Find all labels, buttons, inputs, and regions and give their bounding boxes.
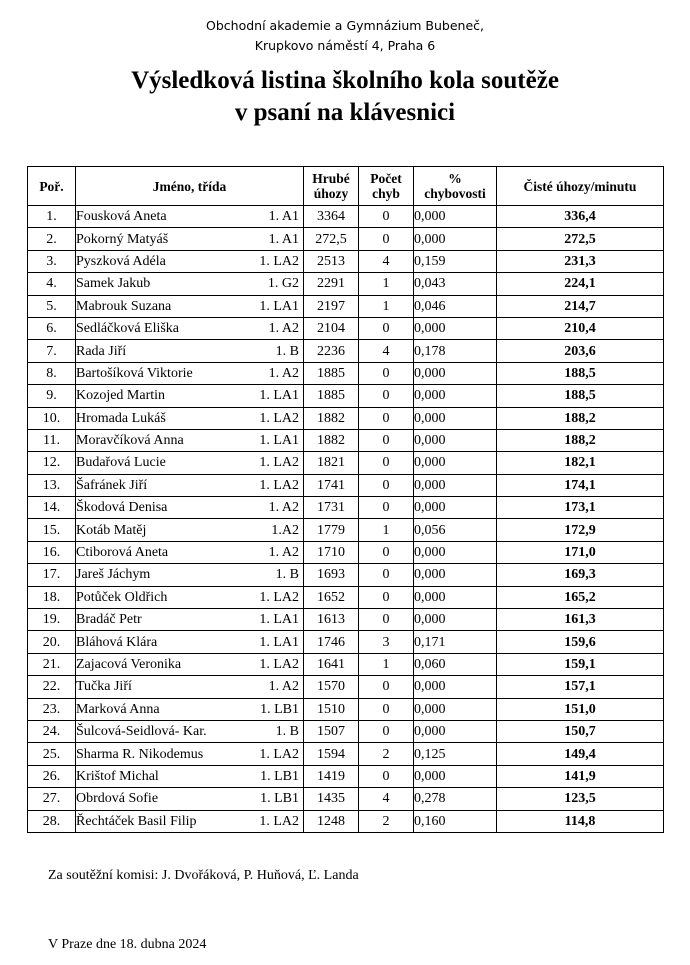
cell-rank: 1. [28,206,76,228]
cell-name [76,295,304,317]
col-header-errors [359,167,414,206]
cell-rank: 20. [28,631,76,653]
cell-net-strokes: 174,1 [497,474,664,496]
cell-error-count: 3 [359,631,414,653]
student-class: 1. LB1 [260,791,299,807]
cell-error-rate: 0,000 [414,541,497,563]
cell-name [76,317,304,339]
student-class: 1. A2 [268,321,299,337]
cell-gross-strokes: 1779 [304,519,359,541]
cell-gross-strokes: 2104 [304,317,359,339]
cell-error-rate: 0,000 [414,609,497,631]
cell-error-count: 0 [359,317,414,339]
student-name: Sharma R. Nikodemus [76,746,204,762]
student-name: Moravčíková Anna [76,433,184,449]
cell-error-rate: 0,000 [414,429,497,451]
cell-error-count: 0 [359,474,414,496]
cell-error-count: 0 [359,586,414,608]
cell-net-strokes: 165,2 [497,586,664,608]
student-name: Ctiborová Aneta [76,545,169,561]
cell-name [76,788,304,810]
cell-error-rate: 0,278 [414,788,497,810]
cell-gross-strokes: 1731 [304,497,359,519]
cell-gross-strokes: 1652 [304,586,359,608]
cell-name [76,810,304,832]
table-row [28,631,664,653]
student-class: 1. LA2 [259,746,299,762]
results-table [27,166,664,833]
cell-net-strokes: 188,5 [497,385,664,407]
student-name: Rada Jiří [76,343,127,359]
cell-net-strokes: 224,1 [497,273,664,295]
cell-rank: 8. [28,362,76,384]
student-name: Šafránek Jiří [76,477,148,493]
col-header-errors-line1: Počet [370,171,402,186]
cell-rank: 28. [28,810,76,832]
student-class: 1. LA2 [259,455,299,471]
student-name: Kotáb Matěj [76,522,147,538]
col-header-rank: Poř. [28,167,76,206]
table-row [28,765,664,787]
cell-error-rate: 0,000 [414,474,497,496]
student-name: Krištof Michal [76,768,159,784]
cell-name [76,340,304,362]
student-name: Potůček Oldřich [76,589,168,605]
cell-rank: 19. [28,609,76,631]
col-header-net: Čisté úhozy/minutu [497,167,664,206]
cell-rank: 4. [28,273,76,295]
student-class: 1. LA2 [259,477,299,493]
cell-name [76,206,304,228]
cell-gross-strokes: 2513 [304,250,359,272]
student-name: Škodová Denisa [76,500,168,516]
student-class: 1.A2 [271,522,299,538]
cell-error-count: 0 [359,407,414,429]
cell-error-rate: 0,178 [414,340,497,362]
cell-net-strokes: 214,7 [497,295,664,317]
cell-name [76,273,304,295]
student-name: Pyszková Adéla [76,253,166,269]
table-row [28,317,664,339]
student-class: 1. LA1 [259,612,299,628]
cell-gross-strokes: 2236 [304,340,359,362]
table-row [28,407,664,429]
cell-name [76,564,304,586]
student-name: Obrdová Sofie [76,791,159,807]
cell-error-count: 0 [359,541,414,563]
cell-name [76,653,304,675]
cell-error-count: 0 [359,452,414,474]
cell-gross-strokes: 1594 [304,743,359,765]
cell-error-count: 0 [359,676,414,698]
cell-gross-strokes: 1613 [304,609,359,631]
cell-gross-strokes: 2291 [304,273,359,295]
cell-net-strokes: 114,8 [497,810,664,832]
cell-net-strokes: 150,7 [497,720,664,742]
table-row [28,586,664,608]
cell-gross-strokes: 1885 [304,362,359,384]
col-header-gross-line1: Hrubé [312,171,350,186]
table-row [28,609,664,631]
student-class: 1. B [275,724,299,740]
cell-rank: 13. [28,474,76,496]
cell-rank: 21. [28,653,76,675]
cell-gross-strokes: 2197 [304,295,359,317]
student-name: Hromada Lukáš [76,410,166,426]
cell-error-rate: 0,056 [414,519,497,541]
cell-name [76,407,304,429]
cell-error-count: 1 [359,519,414,541]
cell-gross-strokes: 1693 [304,564,359,586]
cell-error-count: 1 [359,273,414,295]
cell-error-rate: 0,125 [414,743,497,765]
cell-error-count: 0 [359,698,414,720]
cell-net-strokes: 159,6 [497,631,664,653]
student-class: 1. LA2 [259,410,299,426]
table-row [28,788,664,810]
cell-error-count: 4 [359,788,414,810]
cell-net-strokes: 173,1 [497,497,664,519]
cell-error-count: 0 [359,609,414,631]
student-class: 1. B [275,567,299,583]
cell-error-rate: 0,000 [414,765,497,787]
student-class: 1. B [275,343,299,359]
table-row [28,340,664,362]
cell-rank: 9. [28,385,76,407]
cell-net-strokes: 171,0 [497,541,664,563]
table-header-row [28,167,664,206]
cell-name [76,519,304,541]
document-date: V Praze dne 18. dubna 2024 [48,937,207,952]
table-row [28,653,664,675]
cell-error-count: 0 [359,720,414,742]
table-row [28,206,664,228]
cell-error-rate: 0,000 [414,497,497,519]
student-name: Samek Jakub [76,276,151,292]
student-name: Marková Anna [76,701,160,717]
cell-error-rate: 0,000 [414,206,497,228]
table-row [28,810,664,832]
cell-net-strokes: 210,4 [497,317,664,339]
cell-error-rate: 0,000 [414,720,497,742]
school-name: Obchodní akademie a Gymnázium Bubeneč, [206,18,484,33]
student-class: 1. G2 [267,276,299,292]
student-name: Jareš Jáchym [76,567,151,583]
cell-name [76,743,304,765]
cell-error-rate: 0,171 [414,631,497,653]
cell-error-rate: 0,000 [414,317,497,339]
cell-name [76,720,304,742]
cell-error-count: 0 [359,362,414,384]
table-row [28,452,664,474]
student-name: Pokorný Matyáš [76,231,169,247]
student-name: Šulcová-Seidlová- Kar. [76,724,207,740]
cell-error-rate: 0,000 [414,564,497,586]
cell-net-strokes: 159,1 [497,653,664,675]
cell-rank: 16. [28,541,76,563]
cell-net-strokes: 172,9 [497,519,664,541]
cell-error-count: 0 [359,429,414,451]
student-class: 1. LB1 [260,768,299,784]
table-row [28,474,664,496]
student-class: 1. LA1 [259,433,299,449]
student-name: Fousková Aneta [76,209,167,225]
cell-error-rate: 0,000 [414,362,497,384]
table-row [28,497,664,519]
cell-gross-strokes: 272,5 [304,228,359,250]
results-body [28,206,664,833]
cell-rank: 25. [28,743,76,765]
cell-error-count: 4 [359,340,414,362]
student-name: Mabrouk Suzana [76,298,172,314]
cell-error-rate: 0,000 [414,385,497,407]
cell-error-count: 1 [359,653,414,675]
cell-rank: 12. [28,452,76,474]
cell-gross-strokes: 1507 [304,720,359,742]
cell-net-strokes: 157,1 [497,676,664,698]
student-class: 1. A2 [268,500,299,516]
table-row [28,698,664,720]
cell-name [76,765,304,787]
cell-rank: 27. [28,788,76,810]
cell-error-rate: 0,000 [414,676,497,698]
cell-name [76,609,304,631]
cell-error-rate: 0,159 [414,250,497,272]
cell-rank: 11. [28,429,76,451]
cell-error-count: 0 [359,206,414,228]
cell-gross-strokes: 1419 [304,765,359,787]
cell-name [76,698,304,720]
cell-rank: 7. [28,340,76,362]
cell-gross-strokes: 1248 [304,810,359,832]
cell-error-count: 0 [359,564,414,586]
cell-error-rate: 0,000 [414,586,497,608]
col-header-errors-line2: chyb [372,186,400,201]
cell-error-count: 0 [359,497,414,519]
cell-error-rate: 0,060 [414,653,497,675]
commission-signature: Za soutěžní komisi: J. Dvořáková, P. Huňová, Ľ. Landa [48,868,359,883]
cell-name [76,228,304,250]
table-row [28,743,664,765]
student-name: Sedláčková Eliška [76,321,180,337]
table-row [28,250,664,272]
cell-rank: 24. [28,720,76,742]
document-title-line1: Výsledková listina školního kola soutěže [131,67,559,94]
table-row [28,519,664,541]
cell-error-rate: 0,000 [414,452,497,474]
document-title-line2: v psaní na klávesnici [234,99,456,126]
cell-error-count: 4 [359,250,414,272]
table-row [28,362,664,384]
cell-gross-strokes: 1741 [304,474,359,496]
student-name: Bartošíková Viktorie [76,365,193,381]
col-header-name: Jméno, třída [76,167,304,206]
cell-name [76,452,304,474]
student-name: Zajacová Veronika [76,657,182,672]
cell-net-strokes: 123,5 [497,788,664,810]
cell-name [76,385,304,407]
table-row [28,228,664,250]
cell-net-strokes: 272,5 [497,228,664,250]
cell-name [76,541,304,563]
cell-error-count: 0 [359,765,414,787]
cell-net-strokes: 149,4 [497,743,664,765]
cell-name [76,676,304,698]
cell-rank: 6. [28,317,76,339]
cell-net-strokes: 141,9 [497,765,664,787]
cell-net-strokes: 161,3 [497,609,664,631]
cell-gross-strokes: 3364 [304,206,359,228]
cell-gross-strokes: 1746 [304,631,359,653]
cell-net-strokes: 336,4 [497,206,664,228]
cell-name [76,586,304,608]
cell-error-rate: 0,000 [414,228,497,250]
student-name: Kozojed Martin [76,388,166,404]
table-row [28,720,664,742]
student-name: Budařová Lucie [76,455,166,471]
cell-error-rate: 0,043 [414,273,497,295]
cell-name [76,250,304,272]
school-address: Krupkovo náměstí 4, Praha 6 [254,38,436,53]
student-class: 1. A1 [268,231,299,247]
cell-rank: 2. [28,228,76,250]
table-row [28,273,664,295]
student-name: Tučka Jiří [76,679,132,695]
table-row [28,541,664,563]
student-class: 1. A2 [268,365,299,381]
cell-gross-strokes: 1435 [304,788,359,810]
table-row [28,385,664,407]
cell-error-rate: 0,000 [414,407,497,429]
student-class: 1. LA2 [259,657,299,672]
cell-rank: 18. [28,586,76,608]
cell-rank: 26. [28,765,76,787]
cell-error-rate: 0,046 [414,295,497,317]
student-name: Bradáč Petr [76,612,142,628]
cell-net-strokes: 169,3 [497,564,664,586]
cell-rank: 17. [28,564,76,586]
cell-net-strokes: 151,0 [497,698,664,720]
cell-error-count: 2 [359,810,414,832]
cell-gross-strokes: 1510 [304,698,359,720]
cell-gross-strokes: 1885 [304,385,359,407]
student-class: 1. LA1 [259,298,299,314]
cell-error-rate: 0,000 [414,698,497,720]
col-header-gross [304,167,359,206]
cell-rank: 3. [28,250,76,272]
table-row [28,429,664,451]
cell-rank: 10. [28,407,76,429]
cell-rank: 14. [28,497,76,519]
cell-name [76,631,304,653]
cell-name [76,474,304,496]
cell-gross-strokes: 1570 [304,676,359,698]
cell-rank: 23. [28,698,76,720]
cell-rank: 15. [28,519,76,541]
cell-gross-strokes: 1641 [304,653,359,675]
cell-net-strokes: 188,2 [497,407,664,429]
cell-error-count: 1 [359,295,414,317]
student-class: 1. A2 [268,679,299,695]
cell-name [76,429,304,451]
table-row [28,564,664,586]
student-class: 1. LA2 [259,813,299,829]
cell-name [76,497,304,519]
student-name: Řechtáček Basil Filip [76,813,197,829]
cell-rank: 5. [28,295,76,317]
student-class: 1. LB1 [260,701,299,717]
cell-error-count: 0 [359,385,414,407]
cell-rank: 22. [28,676,76,698]
cell-gross-strokes: 1882 [304,407,359,429]
table-row [28,676,664,698]
cell-name [76,362,304,384]
cell-net-strokes: 188,2 [497,429,664,451]
student-class: 1. A2 [268,545,299,561]
student-class: 1. A1 [268,209,299,225]
cell-gross-strokes: 1710 [304,541,359,563]
cell-net-strokes: 231,3 [497,250,664,272]
col-header-gross-line2: úhozy [313,186,349,201]
col-header-error-rate [414,167,497,206]
col-header-error-rate-line2: chybovosti [424,186,486,201]
cell-error-rate: 0,160 [414,810,497,832]
col-header-error-rate-line1: % [448,171,462,186]
student-name: Bláhová Klára [76,634,158,650]
cell-gross-strokes: 1821 [304,452,359,474]
cell-error-count: 0 [359,228,414,250]
cell-net-strokes: 188,5 [497,362,664,384]
student-class: 1. LA1 [259,634,299,650]
student-class: 1. LA1 [259,388,299,404]
table-row [28,295,664,317]
student-class: 1. LA2 [259,253,299,269]
cell-error-count: 2 [359,743,414,765]
cell-net-strokes: 203,6 [497,340,664,362]
student-class: 1. LA2 [259,589,299,605]
cell-gross-strokes: 1882 [304,429,359,451]
cell-net-strokes: 182,1 [497,452,664,474]
